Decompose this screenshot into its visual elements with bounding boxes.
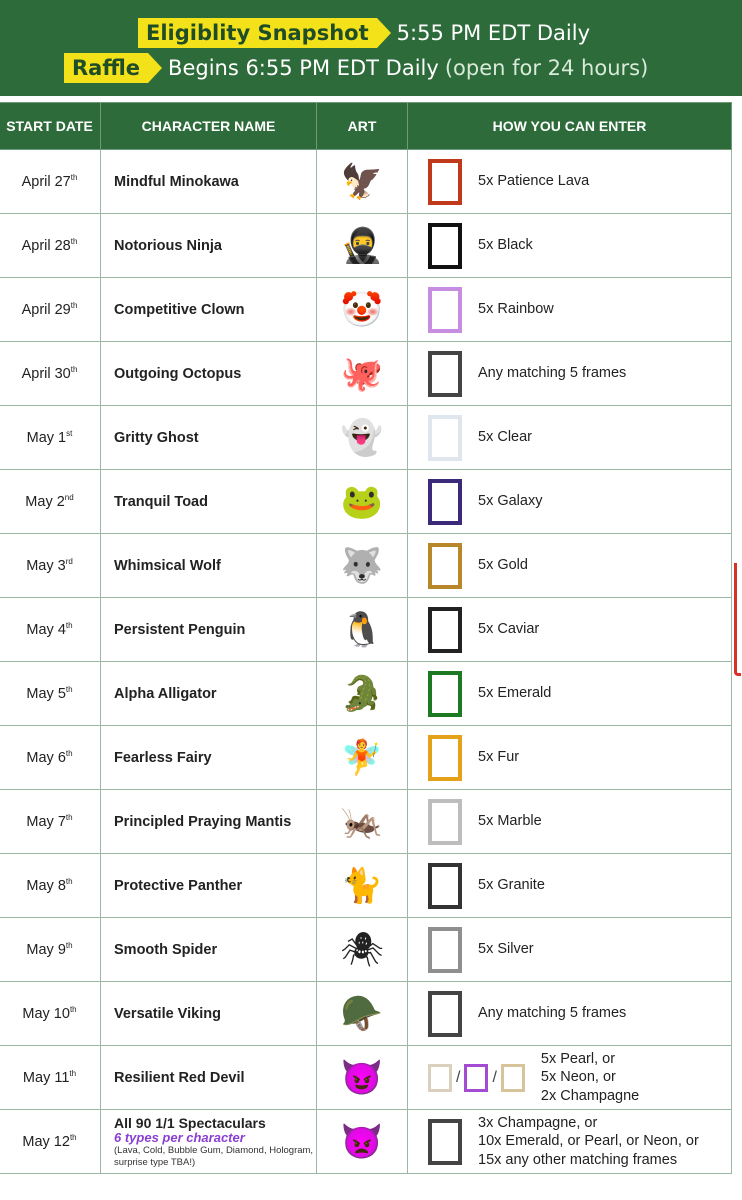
art-cell	[317, 1046, 408, 1110]
entry-cell	[408, 1110, 732, 1174]
frame-swatch-icon	[428, 735, 462, 781]
start-date: May 5	[26, 685, 66, 702]
art-cell	[317, 726, 408, 790]
character-name: Competitive Clown	[114, 301, 245, 318]
entry-cell	[408, 662, 732, 726]
col-start-date: START DATE	[0, 103, 101, 150]
start-date: May 6	[26, 749, 66, 766]
entry-line: 3x Champagne, or	[478, 1115, 598, 1132]
entry-line: 5x Gold	[478, 557, 528, 574]
frame-swatch-icon	[428, 607, 462, 653]
table-row	[0, 1110, 732, 1174]
table-row	[0, 854, 732, 918]
frame-swatch-icon	[428, 415, 462, 461]
date-suffix: th	[69, 1133, 77, 1143]
start-date-cell	[0, 662, 101, 726]
entry-requirement	[478, 172, 589, 190]
character-name: Notorious Ninja	[114, 237, 222, 254]
start-date-cell	[0, 854, 101, 918]
date-suffix: th	[65, 941, 73, 951]
art-cell	[317, 598, 408, 662]
frame-swatch-icon	[428, 1119, 462, 1165]
frame-swatch-icon	[428, 991, 462, 1037]
character-name-cell	[101, 406, 317, 470]
date-suffix: th	[69, 1069, 77, 1079]
entry-line: 10x Emerald, or Pearl, or Neon, or	[478, 1133, 699, 1150]
ghost-icon: 👻	[340, 418, 384, 457]
table-header-row	[0, 103, 732, 150]
frame-swatch-icon	[428, 671, 462, 717]
art-cell	[317, 790, 408, 854]
character-name-cell	[101, 662, 317, 726]
wolf-icon: 🐺	[340, 546, 384, 585]
start-date-cell	[0, 918, 101, 982]
start-date-cell	[0, 726, 101, 790]
frame-swatch-icon	[428, 543, 462, 589]
date-suffix: th	[70, 365, 78, 375]
character-name: Resilient Red Devil	[114, 1069, 245, 1086]
viking-icon: 🪖	[340, 994, 384, 1033]
entry-cell	[408, 982, 732, 1046]
character-name-cell	[101, 1046, 317, 1110]
table-row	[0, 598, 732, 662]
date-suffix: th	[65, 685, 73, 695]
snapshot-time: 5:55 PM EDT Daily	[396, 21, 591, 45]
entry-line: 15x any other matching frames	[478, 1151, 678, 1168]
start-date-cell	[0, 982, 101, 1046]
table-row	[0, 982, 732, 1046]
entry-requirement	[478, 748, 519, 766]
start-date: May 11	[22, 1069, 70, 1086]
clown-icon: 🤡	[340, 290, 384, 329]
frame-swatch-icon	[428, 159, 462, 205]
table-row	[0, 534, 732, 598]
start-date-cell	[0, 214, 101, 278]
start-date: May 8	[26, 877, 66, 894]
character-name-cell	[101, 470, 317, 534]
art-cell	[317, 918, 408, 982]
character-name: Versatile Viking	[114, 1005, 221, 1022]
table-row	[0, 406, 732, 470]
minokawa-bird-icon: 🦅	[340, 162, 384, 201]
table-row	[0, 214, 732, 278]
spider-icon: 🕷	[340, 930, 384, 969]
character-name-cell	[101, 1110, 317, 1174]
character-types: 6 types per character	[114, 1130, 245, 1145]
col-how-to-enter: HOW YOU CAN ENTER	[408, 103, 732, 150]
start-date: May 9	[26, 941, 66, 958]
date-suffix: th	[65, 813, 73, 823]
frame-swatch-icon	[428, 1064, 452, 1092]
date-suffix: rd	[65, 557, 73, 567]
character-name-cell	[101, 726, 317, 790]
frame-swatch-icon	[428, 799, 462, 845]
art-cell	[317, 470, 408, 534]
table-row	[0, 278, 732, 342]
character-name-cell	[101, 342, 317, 406]
art-cell	[317, 982, 408, 1046]
character-name: Tranquil Toad	[114, 493, 208, 510]
start-date-cell	[0, 342, 101, 406]
character-name: Whimsical Wolf	[114, 557, 221, 574]
entry-cell	[408, 918, 732, 982]
art-cell	[317, 854, 408, 918]
start-date: May 2	[25, 493, 65, 510]
entry-requirement	[478, 492, 542, 510]
entry-line: Any matching 5 frames	[478, 1005, 627, 1022]
entry-requirement	[478, 1114, 699, 1168]
table-row	[0, 726, 732, 790]
entry-requirement	[478, 364, 626, 382]
frame-swatch-icon	[428, 479, 462, 525]
schedule-table	[0, 102, 732, 1174]
date-suffix: th	[69, 1005, 77, 1015]
art-cell	[317, 214, 408, 278]
start-date: May 12	[22, 1133, 70, 1150]
date-suffix: th	[65, 877, 73, 887]
entry-line: 5x Silver	[478, 941, 534, 958]
scroll-indicator	[734, 563, 741, 676]
start-date-cell	[0, 278, 101, 342]
date-suffix: th	[70, 301, 78, 311]
table-row	[0, 150, 732, 214]
art-cell	[317, 534, 408, 598]
entry-cell	[408, 342, 732, 406]
character-note: (Lava, Cold, Bubble Gum, Diamond, Hologram, surprise type TBA!)	[114, 1145, 314, 1168]
character-name: Outgoing Octopus	[114, 365, 242, 382]
entry-line: 5x Marble	[478, 813, 542, 830]
start-date: May 7	[26, 813, 66, 830]
entry-cell	[408, 214, 732, 278]
panther-icon: 🐈	[340, 866, 384, 905]
table-row	[0, 918, 732, 982]
table-row	[0, 342, 732, 406]
fairy-icon: 🧚	[340, 738, 384, 777]
raffle-time: Begins 6:55 PM EDT Daily	[168, 56, 439, 80]
entry-line: 5x Galaxy	[478, 493, 543, 510]
frame-swatch-icon	[428, 351, 462, 397]
character-name-cell	[101, 854, 317, 918]
character-name-cell	[101, 598, 317, 662]
character-name-cell	[101, 790, 317, 854]
col-art: ART	[317, 103, 408, 150]
entry-cell	[408, 278, 732, 342]
gold-devil-icon: 👿	[340, 1122, 384, 1161]
character-name: Persistent Penguin	[114, 621, 246, 638]
raffle-tag: Raffle	[64, 53, 148, 83]
frame-swatch-icon	[428, 927, 462, 973]
start-date: May 4	[26, 621, 66, 638]
art-cell	[317, 278, 408, 342]
entry-requirement	[478, 620, 539, 638]
entry-requirement	[478, 684, 551, 702]
entry-line: Any matching 5 frames	[478, 365, 627, 382]
entry-cell	[408, 1046, 732, 1110]
raffle-line	[64, 50, 648, 86]
entry-cell	[408, 598, 732, 662]
date-suffix: th	[70, 237, 78, 247]
character-name-cell	[101, 278, 317, 342]
character-name: Gritty Ghost	[114, 429, 199, 446]
character-name: Principled Praying Mantis	[114, 813, 292, 830]
entry-line: 5x Rainbow	[478, 301, 554, 318]
character-name-cell	[101, 982, 317, 1046]
date-suffix: th	[65, 749, 73, 759]
art-cell	[317, 342, 408, 406]
entry-requirement	[541, 1050, 639, 1104]
entry-requirement	[478, 1004, 626, 1022]
start-date-cell	[0, 598, 101, 662]
character-name: Alpha Alligator	[114, 685, 217, 702]
entry-requirement	[478, 236, 533, 254]
entry-cell	[408, 150, 732, 214]
start-date-cell	[0, 1046, 101, 1110]
octopus-icon: 🐙	[340, 354, 384, 393]
character-name-cell	[101, 534, 317, 598]
art-cell	[317, 406, 408, 470]
entry-requirement	[478, 876, 545, 894]
snapshot-tag: Eligiblity Snapshot	[138, 18, 377, 48]
art-cell	[317, 150, 408, 214]
start-date-cell	[0, 470, 101, 534]
start-date: May 1	[26, 429, 67, 446]
snapshot-line	[138, 14, 590, 52]
character-name: All 90 1/1 Spectaculars	[114, 1114, 266, 1131]
entry-cell	[408, 790, 732, 854]
alligator-icon: 🐊	[340, 674, 384, 713]
table-row	[0, 790, 732, 854]
penguin-icon: 🐧	[340, 610, 384, 649]
entry-line: 2x Champagne	[540, 1087, 640, 1104]
table-row	[0, 1046, 732, 1110]
start-date-cell	[0, 790, 101, 854]
entry-requirement	[478, 812, 542, 830]
entry-line: 5x Caviar	[478, 621, 540, 638]
mantis-icon: 🦗	[340, 802, 384, 841]
separator: /	[456, 1068, 461, 1086]
start-date: May 3	[26, 557, 66, 574]
character-name: Smooth Spider	[114, 941, 218, 958]
start-date: April 27	[21, 173, 71, 190]
frame-swatch-icon	[428, 863, 462, 909]
character-name: Fearless Fairy	[114, 749, 212, 766]
character-name-cell	[101, 918, 317, 982]
header-banner	[0, 0, 742, 96]
entry-cell	[408, 406, 732, 470]
entry-line: 5x Granite	[478, 877, 545, 894]
date-suffix: st	[66, 429, 73, 439]
entry-line: 5x Emerald	[478, 685, 552, 702]
entry-line: 5x Pearl, or	[540, 1051, 616, 1068]
art-cell	[317, 662, 408, 726]
character-name: Protective Panther	[114, 877, 243, 894]
entry-cell	[408, 726, 732, 790]
frame-swatch-icon	[464, 1064, 488, 1092]
start-date-cell	[0, 150, 101, 214]
date-suffix: th	[65, 621, 73, 631]
raffle-note: (open for 24 hours)	[444, 56, 649, 80]
start-date-cell	[0, 1110, 101, 1174]
entry-line: 5x Fur	[478, 749, 520, 766]
separator: /	[492, 1068, 497, 1086]
entry-line: 5x Clear	[478, 429, 532, 446]
entry-requirement	[478, 300, 554, 318]
entry-requirement	[478, 556, 528, 574]
entry-cell	[408, 534, 732, 598]
entry-requirement	[478, 940, 534, 958]
toad-icon: 🐸	[340, 482, 384, 521]
start-date: May 10	[22, 1005, 70, 1022]
table-row	[0, 470, 732, 534]
entry-requirement	[478, 428, 532, 446]
red-devil-icon: 😈	[340, 1058, 384, 1097]
start-date: April 30	[21, 365, 71, 382]
ninja-icon: 🥷	[340, 226, 384, 265]
frame-swatch-icon	[428, 223, 462, 269]
character-name-cell	[101, 150, 317, 214]
art-cell	[317, 1110, 408, 1174]
entry-line: 5x Black	[478, 237, 533, 254]
character-name: Mindful Minokawa	[114, 173, 239, 190]
entry-line: 5x Patience Lava	[478, 173, 590, 190]
date-suffix: nd	[64, 493, 74, 503]
start-date-cell	[0, 406, 101, 470]
start-date: April 29	[21, 301, 71, 318]
entry-cell	[408, 470, 732, 534]
col-character-name: CHARACTER NAME	[101, 103, 317, 150]
start-date-cell	[0, 534, 101, 598]
start-date: April 28	[21, 237, 71, 254]
frame-swatch-icon	[428, 287, 462, 333]
date-suffix: th	[70, 173, 78, 183]
table-row	[0, 662, 732, 726]
entry-cell	[408, 854, 732, 918]
frame-swatch-icon	[501, 1064, 525, 1092]
character-name-cell	[101, 214, 317, 278]
entry-line: 5x Neon, or	[540, 1069, 616, 1086]
